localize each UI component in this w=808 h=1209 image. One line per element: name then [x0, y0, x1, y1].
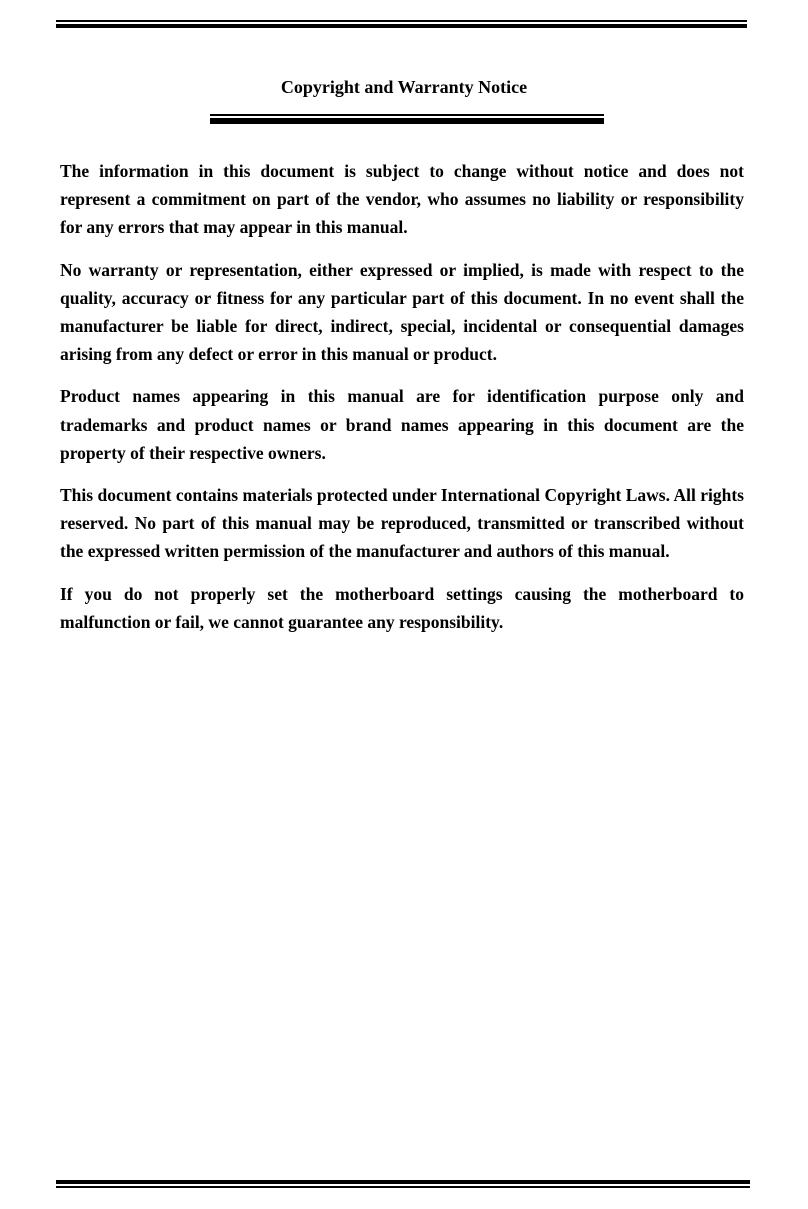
page-title: Copyright and Warranty Notice [280, 77, 528, 97]
paragraph-change-notice: The information in this document is subject to change without notice and does not represent a commitment on part of the vendor, who assumes no liability or responsibility for any errors that may appear in this manual. [60, 161, 744, 238]
paragraph-trademarks: Product names appearing in this manual are for identification purpose only and trademarks and product names or brand names appearing in this document are the property of their respective owners. [60, 386, 744, 463]
bottom-rule-thick-line [56, 1180, 750, 1184]
notice-body [60, 157, 744, 650]
paragraph-responsibility: If you do not properly set the motherboard settings causing the motherboard to malfunction or fail, we cannot guarantee any responsibility. [60, 583, 744, 632]
top-rule-thin-line [56, 20, 747, 22]
title-rule-thin-line [210, 114, 604, 116]
bottom-rule-thin-line [56, 1186, 750, 1188]
bottom-double-rule [56, 1180, 750, 1188]
top-rule-thick-line [56, 24, 747, 28]
paragraph-copyright: This document contains materials protected under International Copyright Laws. All rights reserved. No part of this manual may be reproduced, transmitted or transcribed without the expressed written permission of the manufacturer and authors of this manual. [60, 485, 744, 562]
title-rule-thick-line [210, 118, 604, 124]
paragraph-no-warranty: No warranty or representation, either expressed or implied, is made with respect to the quality, accuracy or fitness for any particular part of this document. In no event shall the manufacturer be liable for direct, indirect, special, incidental or consequential damages arising from any defect or error in this manual or product. [60, 259, 744, 365]
top-double-rule [56, 20, 747, 28]
title-underline-rule [210, 114, 604, 125]
